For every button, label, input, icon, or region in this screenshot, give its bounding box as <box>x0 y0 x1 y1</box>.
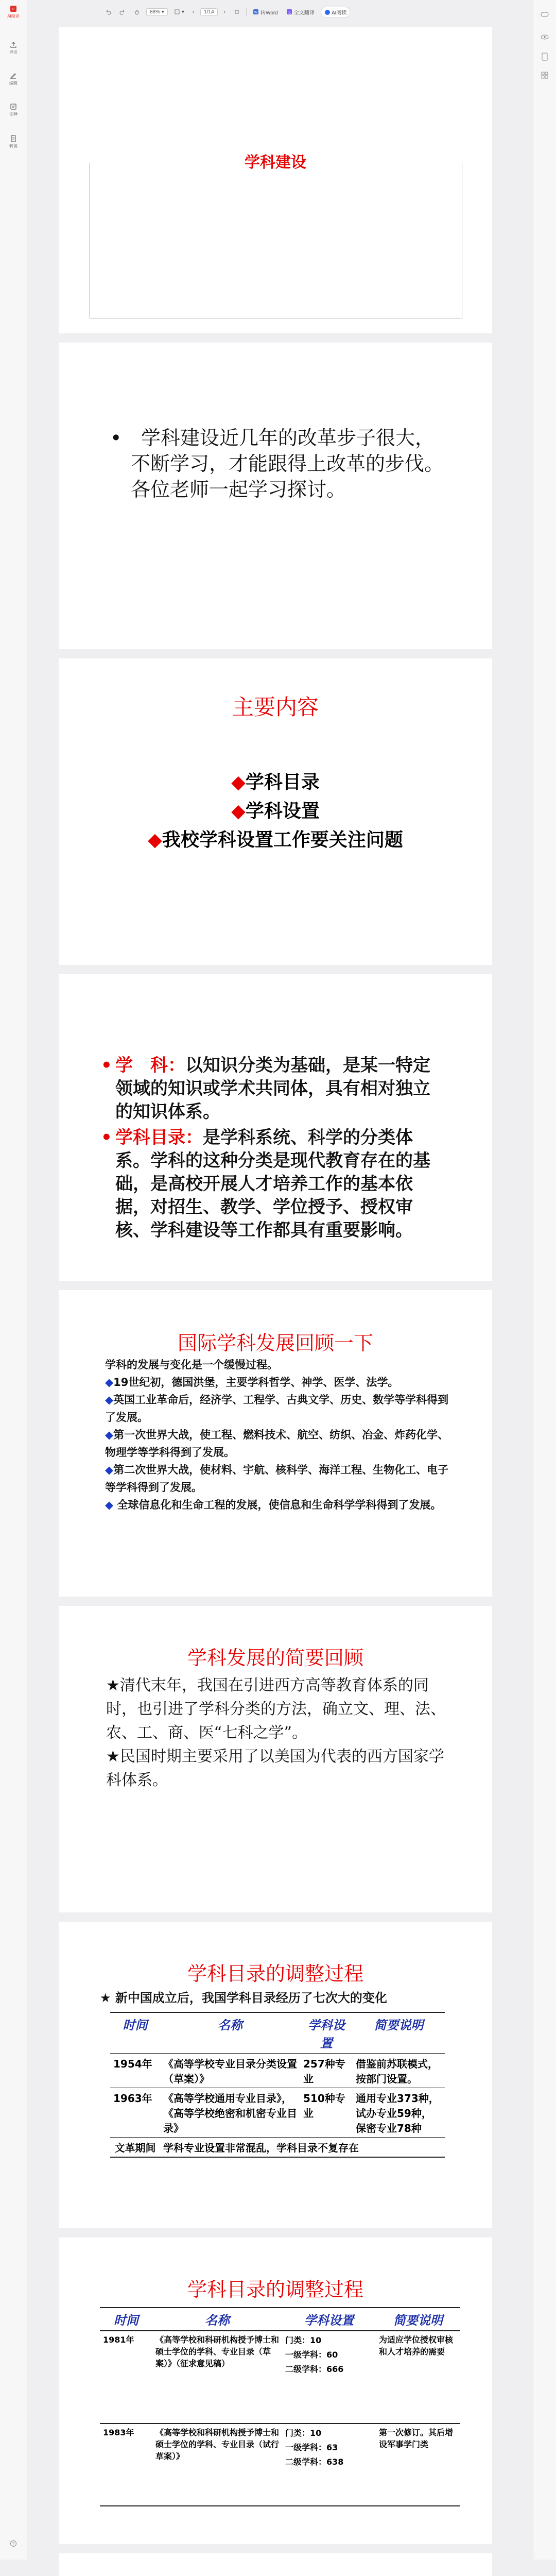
page-current: 1 <box>204 9 207 15</box>
rotate-icon <box>234 9 240 15</box>
hand-tool-button[interactable] <box>132 8 142 15</box>
slide-4-b1-body: 以知识分类为基础，是某一特定领域的知识或学术共同体，具有相对独立的知识体系。 <box>115 1055 430 1122</box>
translate-label: 全文翻译 <box>293 10 315 16</box>
slide-4-b2-body: 是学科系统、科学的分类体系。学科的这种分类是现代教育存在的基础，是高校开展人才培养工作的基本依据，对招生、教学、学位授予、授权审核、学科建设等工作都具有重要影响。 <box>115 1127 430 1241</box>
slide-7-title: 学科目录的调整过程 <box>187 1962 363 1985</box>
slide-2 <box>59 343 492 649</box>
slide-4-bullet-1 <box>101 1054 435 1124</box>
cell-time: 1963年 <box>113 2092 152 2105</box>
slide-6 <box>59 1606 492 1912</box>
ai-reader-logo[interactable] <box>3 5 24 19</box>
slide-8 <box>59 2238 492 2544</box>
slide-8-title: 学科目录的调整过程 <box>187 2278 363 2301</box>
table-header-row <box>100 2308 460 2331</box>
slide-6-title: 学科发展的简要回顾 <box>187 1647 363 1669</box>
slide-5 <box>59 1290 492 1597</box>
slide-4-bullet-2 <box>101 1126 435 1242</box>
eye-icon[interactable] <box>540 32 550 42</box>
slide-5-item-text: 全球信息化和生命工程的发展，使信息和生命科学学科得到了发展。 <box>117 1499 442 1511</box>
nav-edit-label: 编辑 <box>9 81 18 86</box>
ai-icon <box>324 9 331 15</box>
nav-convert[interactable] <box>3 135 24 149</box>
logo-label: AI阅读 <box>7 14 20 19</box>
svg-text:?: ? <box>12 2541 15 2546</box>
slide-3-item-1 <box>59 768 492 794</box>
next-page-button[interactable]: › <box>223 9 226 15</box>
translate-icon <box>286 9 292 15</box>
prev-page-button[interactable]: ‹ <box>192 9 195 15</box>
convert-icon <box>10 135 17 142</box>
share-icon <box>10 41 17 48</box>
cell-note: 为适应学位授权审核和人才培养的需要 <box>379 2335 454 2357</box>
slide-5-item: ◆第一次世界大战，使工程、燃料技术、航空、纺织、冶金、炸药化学、物理学等学科得到了发展。 <box>105 1429 449 1459</box>
th-setting: 学科设置 <box>308 2018 345 2050</box>
top-toolbar <box>103 6 350 18</box>
nav-edit[interactable] <box>3 72 24 86</box>
pdf-logo-icon <box>10 5 17 12</box>
document-pages <box>59 27 492 2576</box>
table-header-row <box>110 2012 445 2054</box>
undo-icon <box>105 9 111 15</box>
slide-2-bullet: • <box>110 427 122 449</box>
diamond-bullet-icon: ◆ <box>231 801 246 822</box>
slide-3-item-2-text: 学科设置 <box>245 801 320 822</box>
svg-text:P: P <box>12 7 15 11</box>
grid-icon[interactable] <box>540 70 550 80</box>
zoom-select[interactable]: 88% ▾ <box>146 8 168 16</box>
cell-name: 《高等学校专业目录分类设置（草案）》 <box>163 2058 297 2085</box>
hand-icon <box>134 9 140 15</box>
diamond-bullet-icon: ◆ <box>231 772 246 793</box>
redo-icon <box>119 9 126 15</box>
slide-3-item-2 <box>59 796 492 823</box>
slide-6-para-2: ★民国时期主要采用了以美国为代表的西方国家学科体系。 <box>106 1748 444 1789</box>
right-sidebar <box>533 0 556 2560</box>
rotate-button[interactable] <box>232 8 242 15</box>
svg-text:文: 文 <box>287 11 291 14</box>
slide-6-body <box>106 1674 456 1792</box>
slide-3-item-1-text: 学科目录 <box>245 772 320 793</box>
nav-comment-label: 注释 <box>9 112 18 116</box>
slide-4 <box>59 974 492 1281</box>
th-name: 名称 <box>218 2018 242 2032</box>
slide-4-b1-head: 学 科： <box>115 1055 185 1076</box>
slide-7 <box>59 1922 492 2228</box>
slide-5-body <box>105 1356 455 1514</box>
th-name: 名称 <box>205 2313 230 2328</box>
nav-export-label: 导出 <box>9 50 18 55</box>
slide-1 <box>59 27 492 333</box>
slide-6-para-1: ★清代末年，我国在引进西方高等教育体系的同时，也引进了学科分类的方法，确立文、理、法、农、工、商、医“七科之学”。 <box>106 1676 446 1742</box>
left-sidebar <box>0 0 27 2560</box>
slide-1-frame <box>90 163 462 318</box>
slide-5-item-text: 第二次世界大战，使材料、宇航、核科学、海洋工程、生物化工、电子等学科得到了发展。 <box>105 1464 449 1494</box>
redo-button[interactable] <box>117 8 128 15</box>
slide-9-partial <box>59 2553 492 2576</box>
word-icon <box>253 9 259 15</box>
cell-time: 文革期间 <box>114 2142 156 2154</box>
cell-setting: 257种专业 <box>303 2058 345 2085</box>
cell-time: 1981年 <box>103 2335 134 2345</box>
slide-3-item-3-text: 我校学科设置工作要关注问题 <box>162 829 403 851</box>
table-row <box>110 2054 445 2088</box>
undo-button[interactable] <box>103 8 113 15</box>
to-word-button[interactable] <box>251 8 280 16</box>
page-total: /14 <box>206 9 214 15</box>
comment-icon <box>10 103 17 110</box>
page-input[interactable] <box>200 8 217 16</box>
slide-8-table <box>100 2307 460 2506</box>
translate-button[interactable] <box>284 8 317 16</box>
nav-convert-label: 转换 <box>9 144 18 148</box>
cell-note: 借鉴前苏联模式，按部门设置。 <box>356 2058 438 2085</box>
slide-7-table <box>110 2012 445 2158</box>
th-time: 时间 <box>114 2313 138 2328</box>
red-dot-icon: • <box>101 1055 112 1076</box>
slide-2-line-3: 各位老师一起学习探讨。 <box>131 478 346 501</box>
th-note: 简要说明 <box>393 2313 443 2328</box>
toolbar-divider <box>246 8 247 15</box>
fit-page-icon <box>174 9 180 15</box>
ai-read-button[interactable] <box>321 7 351 18</box>
document-icon[interactable] <box>540 52 550 62</box>
table-row <box>110 2088 445 2138</box>
slide-5-item-text: 英国工业革命后，经济学、工程学、古典文学、历史、数学等学科得到了发展。 <box>105 1394 449 1423</box>
slide-2-body <box>110 425 460 502</box>
fit-page-button[interactable]: ▾ <box>172 8 186 15</box>
slide-5-item: ◆ 全球信息化和生命工程的发展，使信息和生命科学学科得到了发展。 <box>105 1499 442 1511</box>
slide-5-title: 国际学科发展回顾一下 <box>177 1332 373 1354</box>
th-note: 简要说明 <box>374 2018 424 2032</box>
table-row <box>100 2331 460 2424</box>
cell-name: 学科专业设置非常混乱，学科目录不复存在 <box>163 2142 359 2154</box>
slide-4-b2-head: 学科目录： <box>115 1127 203 1148</box>
slide-5-item-text: 第一次世界大战，使工程、燃料技术、航空、纺织、冶金、炸药化学、物理学等学科得到了发展。 <box>105 1429 449 1459</box>
slide-2-line-1: 学科建设近几年的改革步子很大， <box>141 427 435 449</box>
cell-time: 1954年 <box>113 2058 152 2070</box>
th-time: 时间 <box>123 2018 148 2032</box>
cell-name: 《高等学校和科研机构授予博士和硕士学位的学科、专业目录（草案）》（征求意见稿） <box>155 2335 280 2368</box>
help-icon <box>10 2540 17 2547</box>
slide-3-title: 主要内容 <box>232 694 319 720</box>
cell-setting: 门类：10 一级学科：63 二级学科：638 <box>285 2428 344 2467</box>
ai-read-label: AI阅读 <box>331 10 347 16</box>
th-setting: 学科设置 <box>304 2313 354 2328</box>
red-dot-icon: • <box>101 1127 112 1148</box>
table-row <box>110 2138 445 2158</box>
cell-name: 《高等学校和科研机构授予博士和硕士学位的学科、专业目录（试行草案）》 <box>155 2428 280 2461</box>
slide-7-subtitle: ★ 新中国成立后，我国学科目录经历了七次大的变化 <box>100 1991 387 2005</box>
help-button[interactable] <box>3 2540 24 2548</box>
nav-comment[interactable] <box>3 103 24 117</box>
slide-5-item: ◆第二次世界大战，使材料、宇航、核科学、海洋工程、生物化工、电子等学科得到了发展。 <box>105 1464 449 1494</box>
cell-name: 《高等学校通用专业目录》，《高等学校绝密和机密专业目录》 <box>163 2092 297 2134</box>
cell-setting: 门类：10 一级学科：60 二级学科：666 <box>285 2335 344 2374</box>
edit-icon <box>10 72 17 79</box>
zoom-value: 88% <box>150 9 161 15</box>
slide-5-item: ◆英国工业革命后，经济学、工程学、古典文学、历史、数学等学科得到了发展。 <box>105 1394 449 1423</box>
cell-note: 第一次修订。其后增设军事学门类 <box>379 2428 454 2449</box>
to-word-label: 转Word <box>260 10 278 16</box>
slide-1-title: 学科建设 <box>245 154 306 172</box>
slide-2-line-2: 不断学习，才能跟得上改革的步伐。 <box>131 452 444 475</box>
table-row <box>100 2424 460 2506</box>
cell-note: 通用专业373种，试办专业59种，保密专业78种 <box>356 2092 439 2134</box>
slide-5-item-text: 19世纪初，德国洪堡，主要学科哲学、神学、医学、法学。 <box>113 1376 399 1388</box>
settings-icon[interactable] <box>540 9 550 20</box>
slide-3-item-3 <box>59 825 492 852</box>
diamond-bullet-icon: ◆ <box>148 829 162 851</box>
slide-5-item: ◆19世纪初，德国洪堡，主要学科哲学、神学、医学、法学。 <box>105 1376 399 1388</box>
cell-time: 1983年 <box>103 2428 134 2437</box>
cell-setting: 510种专业 <box>303 2092 345 2120</box>
nav-export[interactable] <box>3 41 24 55</box>
svg-text:W: W <box>254 11 258 14</box>
slide-5-intro: 学科的发展与变化是一个缓慢过程。 <box>105 1359 278 1371</box>
slide-3 <box>59 658 492 965</box>
